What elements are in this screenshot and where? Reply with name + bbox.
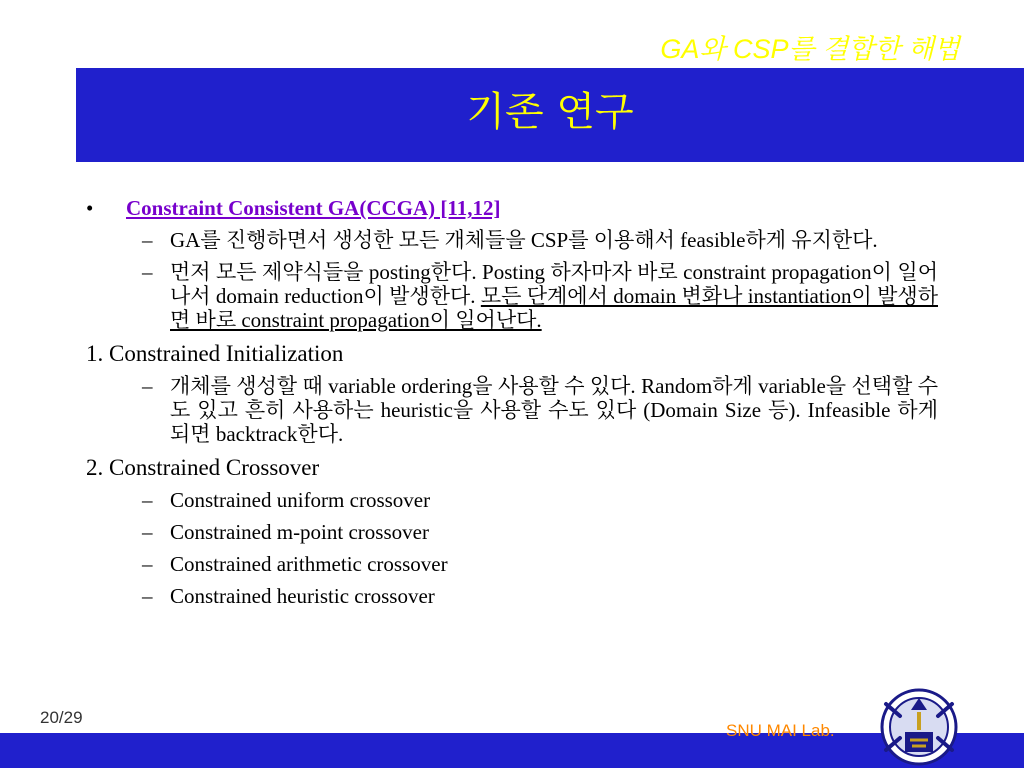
dash-icon: –: [142, 260, 153, 284]
slide-title: 기존 연구: [466, 89, 634, 135]
sub-item-text: 개체를 생성할 때 variable ordering을 사용할 수 있다. Random하게 variable을 선택할 수도 있고 흔히 사용하는 heuristic을 사용할 수도 있다 (Domain Size 등). Infeasible 하게 되면 backtrack한다.: [170, 374, 938, 446]
sub-item: [86, 374, 938, 446]
sub-item-text: GA를 진행하면서 생성한 모든 개체들을 CSP를 이용해서 feasible하게 유지한다.: [170, 228, 878, 252]
page-number: 20/29: [40, 708, 83, 727]
dash-icon: –: [142, 584, 153, 608]
sub-item-text: Constrained heuristic crossover: [170, 584, 435, 608]
sub-item-text: Constrained m-point crossover: [170, 520, 429, 544]
section-heading-crossover: 2. Constrained Crossover: [86, 455, 320, 480]
dash-icon: –: [142, 520, 153, 544]
sub-item: [86, 584, 938, 608]
title-bar: [76, 68, 1024, 162]
dash-icon: –: [142, 488, 153, 512]
sub-item: [86, 260, 938, 332]
sub-item: [86, 488, 938, 512]
university-seal-icon: [878, 686, 960, 768]
section-heading-initialization: 1. Constrained Initialization: [86, 341, 344, 366]
sub-item: [86, 520, 938, 544]
dash-icon: –: [142, 374, 153, 398]
underlined-text: 모든 단계에서 domain 변화나 instantiation이 발생하면 바로 constraint propagation이 일어난다.: [170, 284, 938, 332]
bullet-item: [86, 196, 938, 220]
sub-item-text: Constrained arithmetic crossover: [170, 552, 448, 576]
dash-icon: –: [142, 552, 153, 576]
footer-bar: [0, 733, 1024, 768]
lab-name: SNU MAI Lab.: [726, 721, 835, 740]
slide-content: [86, 196, 938, 616]
bullet-icon: •: [86, 196, 94, 220]
sub-item: [86, 228, 938, 252]
slide-subtitle: GA와 CSP를 결합한 해법: [660, 34, 960, 64]
sub-item: [86, 552, 938, 576]
dash-icon: –: [142, 228, 153, 252]
sub-item-text: Constrained uniform crossover: [170, 488, 431, 512]
sub-item-text: 먼저 모든 제약식들을 posting한다. Posting 하자마자 바로 constraint propagation이 일어나서 domain reduction이 발생한다.: [170, 260, 938, 308]
bullet-heading: Constraint Consistent GA(CCGA) [11,12]: [126, 196, 501, 220]
